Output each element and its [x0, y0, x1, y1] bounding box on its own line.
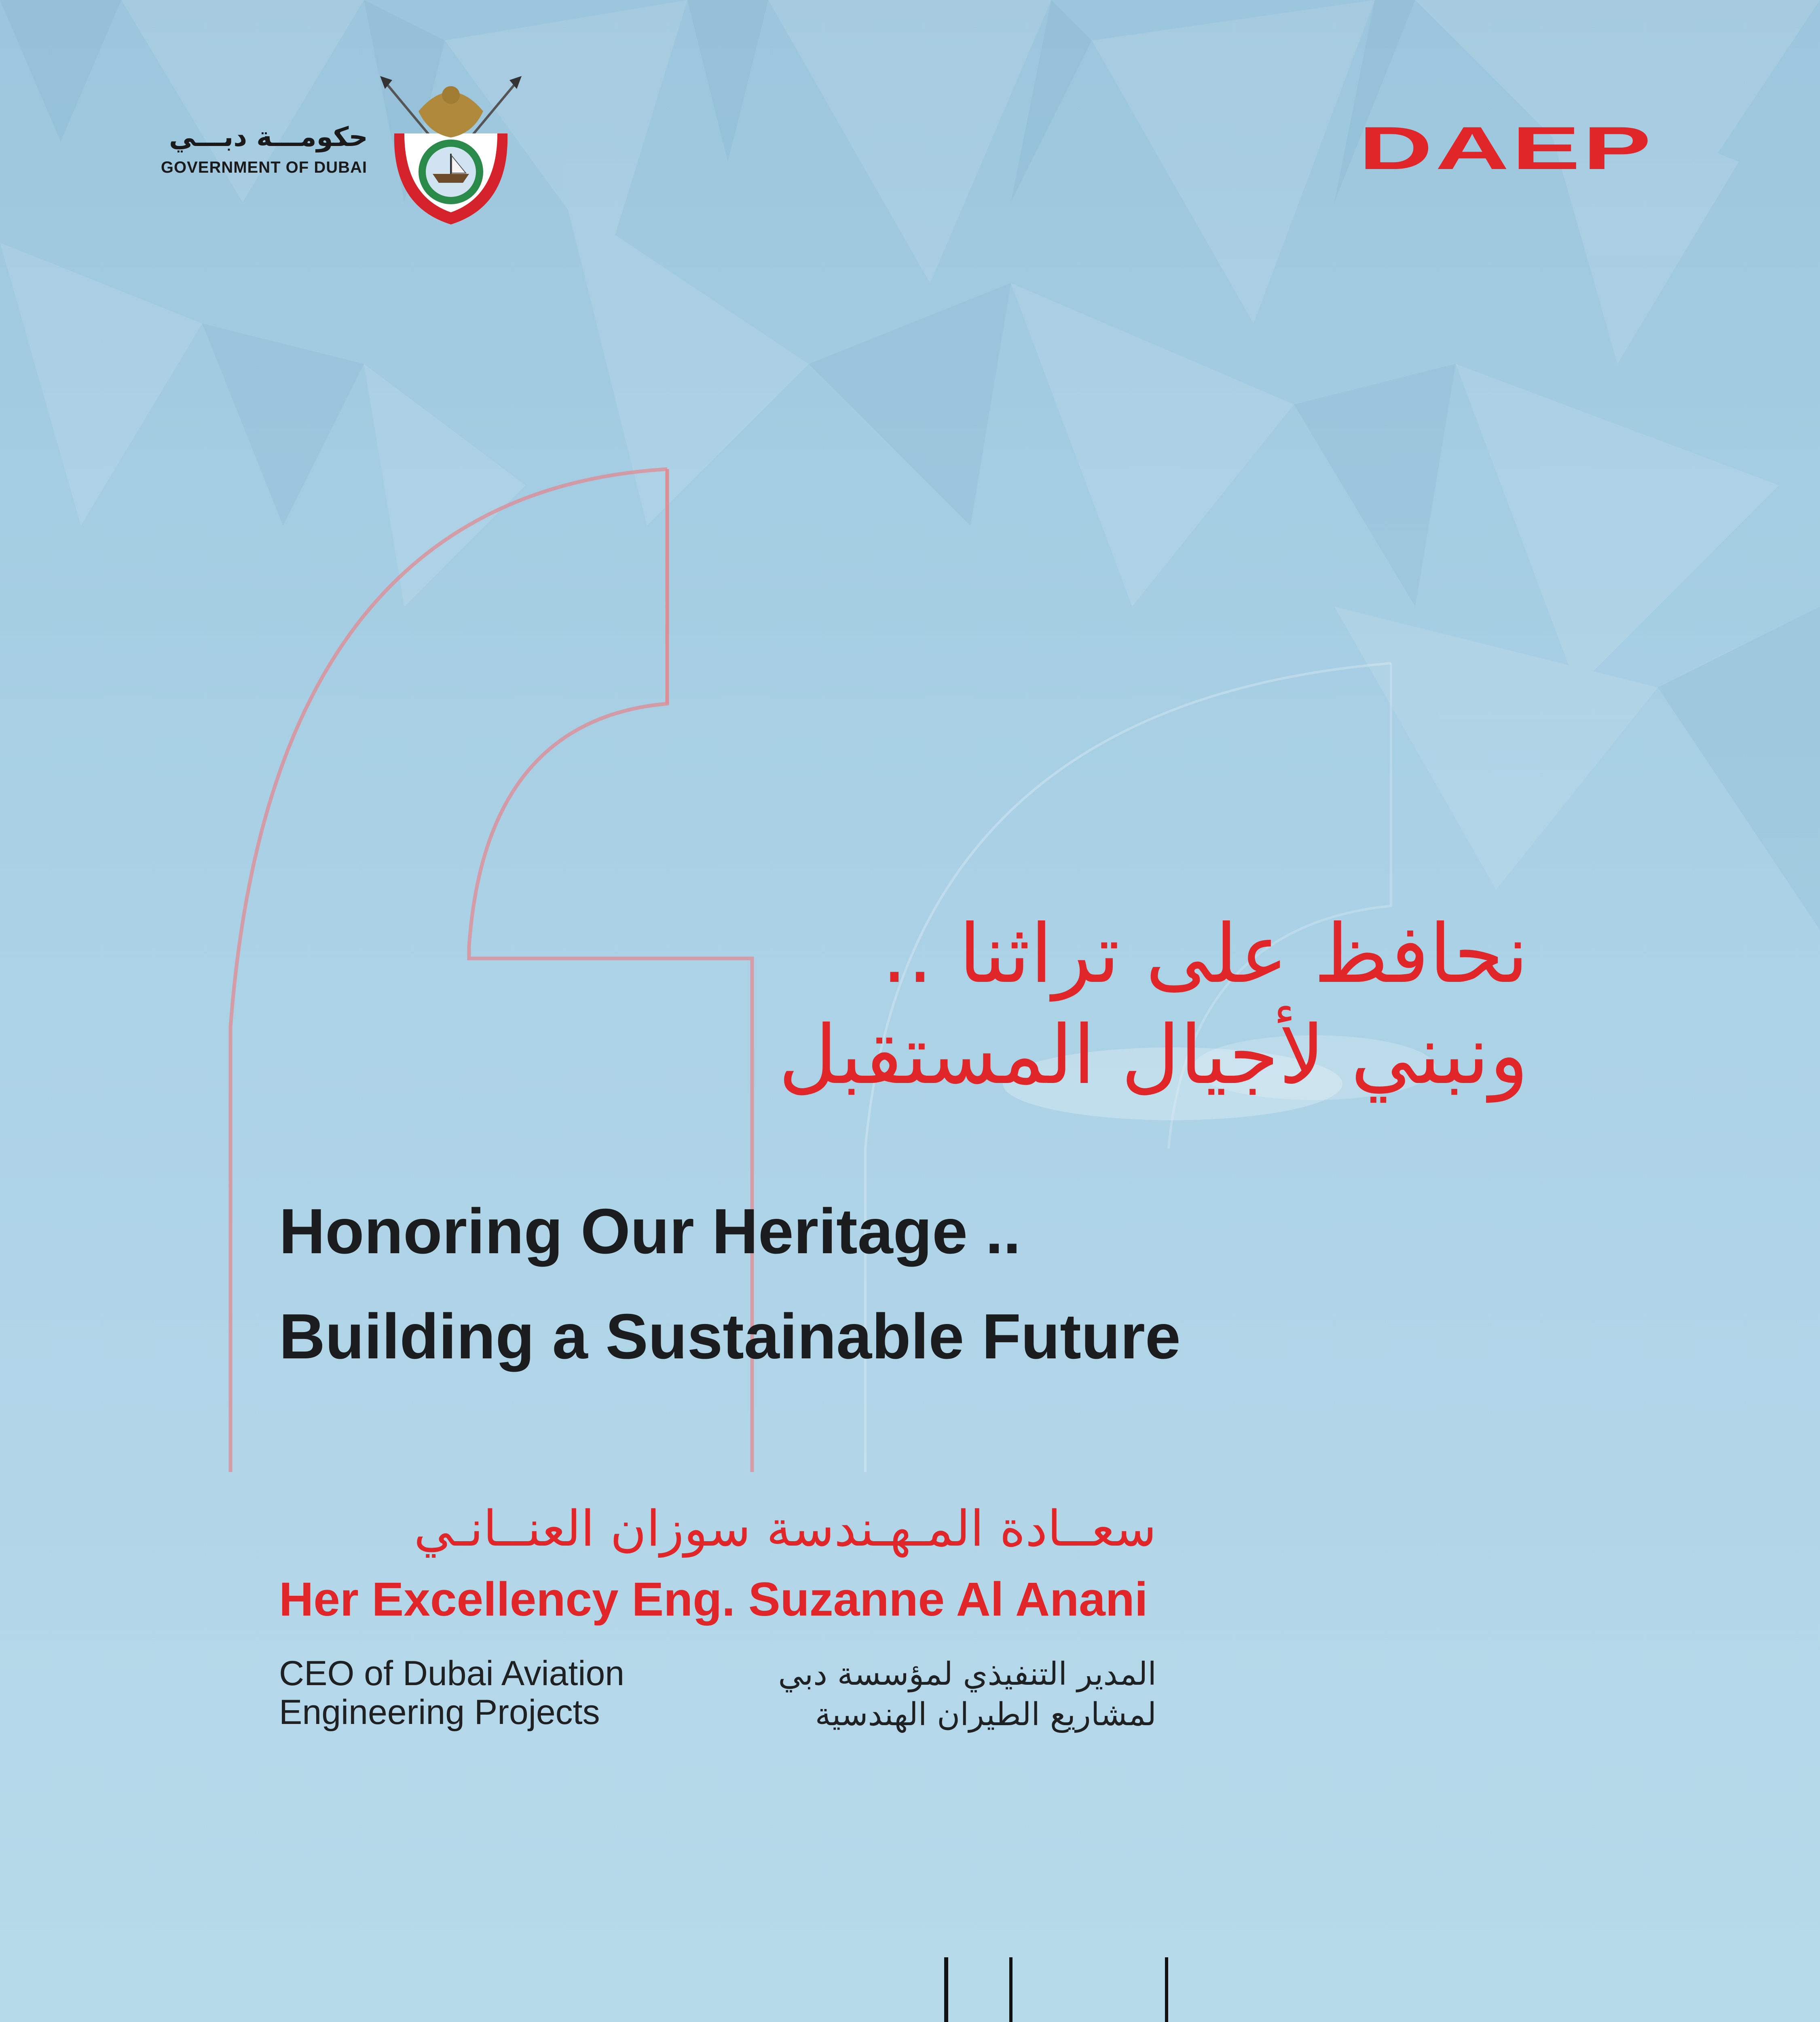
role-en-line2: Engineering Projects [279, 1693, 600, 1732]
daep-logo [1359, 121, 1658, 178]
gov-name-ar: حكومـــة دبـــي [169, 121, 368, 152]
headline-en-line1: Honoring Our Heritage .. [279, 1196, 1021, 1267]
person-name-ar: سعــادة المـهـندسة سوزان العنــانـي [414, 1500, 1156, 1557]
headline-en-line2: Building a Sustainable Future [279, 1301, 1181, 1372]
headline-ar-line1: نحافظ على تراثنا .. [881, 907, 1528, 1001]
role-ar-line1: المدير التنفيذي لمؤسسة دبي [778, 1656, 1156, 1692]
dubai-emblem-icon [376, 73, 526, 226]
gov-name-en: GOVERNMENT OF DUBAI [161, 159, 367, 176]
role-ar-line2: لمشاريع الطيران الهندسية [815, 1696, 1156, 1733]
person-role-ar [667, 1654, 1156, 1735]
role-en-line1: CEO of Dubai Aviation [279, 1654, 625, 1693]
person-name-en: Her Excellency Eng. Suzanne Al Anani [279, 1573, 1148, 1626]
headline-ar-line2: ونبني لأجيال المستقبل [778, 1008, 1528, 1102]
daep-logo-text: DAEP [1359, 121, 1654, 178]
year-of-community-logo [942, 1957, 1177, 2022]
